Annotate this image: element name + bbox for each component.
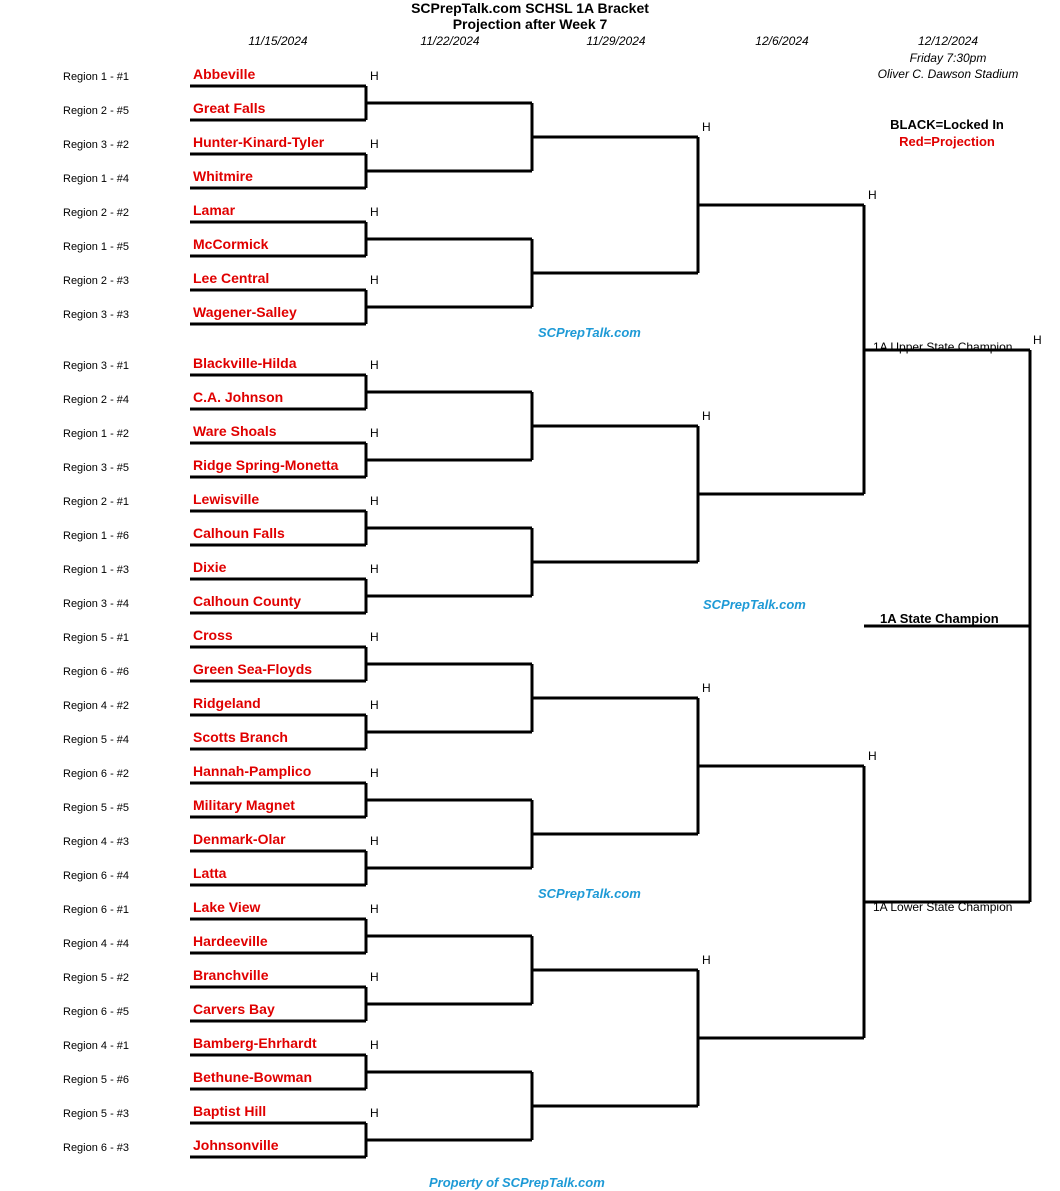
home-marker: H xyxy=(370,358,379,372)
seed-label: Region 3 - #2 xyxy=(63,139,130,151)
home-marker: H xyxy=(868,188,877,202)
team-name: Dixie xyxy=(193,559,227,575)
seed-label: Region 2 - #2 xyxy=(63,207,130,219)
team-name: Green Sea-Floyds xyxy=(193,661,313,677)
team-name: Latta xyxy=(193,865,227,881)
seed-label: Region 6 - #3 xyxy=(63,1142,130,1154)
home-marker: H xyxy=(702,953,711,967)
legend-projection: Red=Projection xyxy=(899,134,995,149)
seed-label: Region 2 - #3 xyxy=(63,275,130,287)
team-name: Bethune-Bowman xyxy=(193,1069,312,1085)
team-name: Hardeeville xyxy=(193,933,268,949)
home-marker: H xyxy=(370,766,379,780)
home-marker: H xyxy=(370,630,379,644)
lower-state-champion-label: 1A Lower State Champion xyxy=(873,900,1013,914)
team-name: Scotts Branch xyxy=(193,729,288,745)
seed-label: Region 6 - #6 xyxy=(63,666,130,678)
upper-state-champion-label: 1A Upper State Champion xyxy=(873,340,1013,354)
seed-label: Region 6 - #1 xyxy=(63,904,130,916)
team-name: Lake View xyxy=(193,899,261,915)
seed-label: Region 5 - #4 xyxy=(63,734,130,746)
team-name: Abbeville xyxy=(193,66,256,82)
round-4-date: 12/6/2024 xyxy=(755,34,809,48)
team-name: Ridge Spring-Monetta xyxy=(193,457,339,473)
home-marker: H xyxy=(370,494,379,508)
team-name: Denmark-Olar xyxy=(193,831,286,847)
home-marker: H xyxy=(370,137,379,151)
seed-label: Region 4 - #2 xyxy=(63,700,130,712)
home-marker: H xyxy=(370,562,379,576)
home-marker: H xyxy=(370,902,379,916)
team-name: Carvers Bay xyxy=(193,1001,275,1017)
home-marker: H xyxy=(370,698,379,712)
footer-credit: Property of SCPrepTalk.com xyxy=(429,1175,605,1190)
seed-label: Region 6 - #5 xyxy=(63,1006,130,1018)
team-name: Cross xyxy=(193,627,233,643)
seed-label: Region 4 - #1 xyxy=(63,1040,130,1052)
team-name: Blackville-Hilda xyxy=(193,355,297,371)
seed-label: Region 6 - #4 xyxy=(63,870,130,882)
home-marker: H xyxy=(370,273,379,287)
team-name: Branchville xyxy=(193,967,269,983)
team-name: Great Falls xyxy=(193,100,266,116)
team-name: Lee Central xyxy=(193,270,270,286)
final-venue: Oliver C. Dawson Stadium xyxy=(877,67,1019,81)
seed-label: Region 3 - #3 xyxy=(63,309,130,321)
state-champion-label: 1A State Champion xyxy=(880,611,999,626)
watermark: SCPrepTalk.com xyxy=(703,597,806,612)
team-name: Ridgeland xyxy=(193,695,261,711)
seed-label: Region 1 - #4 xyxy=(63,173,130,185)
home-marker: H xyxy=(370,970,379,984)
seed-label: Region 2 - #4 xyxy=(63,394,130,406)
team-name: Lamar xyxy=(193,202,236,218)
team-name: Hunter-Kinard-Tyler xyxy=(193,134,325,150)
seed-label: Region 6 - #2 xyxy=(63,768,130,780)
seed-label: Region 5 - #5 xyxy=(63,802,130,814)
home-marker: H xyxy=(370,205,379,219)
seed-label: Region 1 - #1 xyxy=(63,71,130,83)
team-name: C.A. Johnson xyxy=(193,389,284,405)
watermark: SCPrepTalk.com xyxy=(538,886,641,901)
team-name: Bamberg-Ehrhardt xyxy=(193,1035,317,1051)
seed-label: Region 2 - #1 xyxy=(63,496,130,508)
home-marker: H xyxy=(868,749,877,763)
seed-label: Region 5 - #6 xyxy=(63,1074,130,1086)
home-marker: H xyxy=(370,69,379,83)
seed-label: Region 1 - #6 xyxy=(63,530,130,542)
home-marker: H xyxy=(370,1038,379,1052)
home-marker: H xyxy=(370,1106,379,1120)
seed-label: Region 4 - #3 xyxy=(63,836,130,848)
round-1-date: 11/15/2024 xyxy=(248,34,308,48)
seed-label: Region 4 - #4 xyxy=(63,938,130,950)
home-marker: H xyxy=(702,120,711,134)
seed-label: Region 5 - #1 xyxy=(63,632,130,644)
home-marker: H xyxy=(370,426,379,440)
bracket-title: SCPrepTalk.com SCHSL 1A Bracket xyxy=(411,0,649,16)
seed-label: Region 1 - #5 xyxy=(63,241,130,253)
seed-label: Region 5 - #2 xyxy=(63,972,130,984)
watermark: SCPrepTalk.com xyxy=(538,325,641,340)
team-name: Hannah-Pamplico xyxy=(193,763,312,779)
home-marker: H xyxy=(702,681,711,695)
home-marker: H xyxy=(370,834,379,848)
team-name: Calhoun County xyxy=(193,593,302,609)
seed-label: Region 3 - #4 xyxy=(63,598,130,610)
team-name: Johnsonville xyxy=(193,1137,279,1153)
home-marker: H xyxy=(1033,333,1042,347)
seed-label: Region 1 - #3 xyxy=(63,564,130,576)
team-name: McCormick xyxy=(193,236,269,252)
seed-label: Region 3 - #1 xyxy=(63,360,130,372)
round-3-date: 11/29/2024 xyxy=(586,34,646,48)
team-name: Baptist Hill xyxy=(193,1103,267,1119)
team-name: Ware Shoals xyxy=(193,423,277,439)
legend-locked: BLACK=Locked In xyxy=(890,117,1004,132)
round-2-date: 11/22/2024 xyxy=(420,34,480,48)
seed-label: Region 3 - #5 xyxy=(63,462,130,474)
final-date: 12/12/2024 xyxy=(917,34,979,48)
team-name: Calhoun Falls xyxy=(193,525,285,541)
team-name: Lewisville xyxy=(193,491,260,507)
home-marker: H xyxy=(702,409,711,423)
seed-label: Region 1 - #2 xyxy=(63,428,130,440)
team-name: Military Magnet xyxy=(193,797,295,813)
team-name: Wagener-Salley xyxy=(193,304,297,320)
seed-label: Region 5 - #3 xyxy=(63,1108,130,1120)
bracket-subtitle: Projection after Week 7 xyxy=(452,16,608,32)
seed-label: Region 2 - #5 xyxy=(63,105,130,117)
final-time: Friday 7:30pm xyxy=(909,51,987,65)
team-name: Whitmire xyxy=(193,168,253,184)
